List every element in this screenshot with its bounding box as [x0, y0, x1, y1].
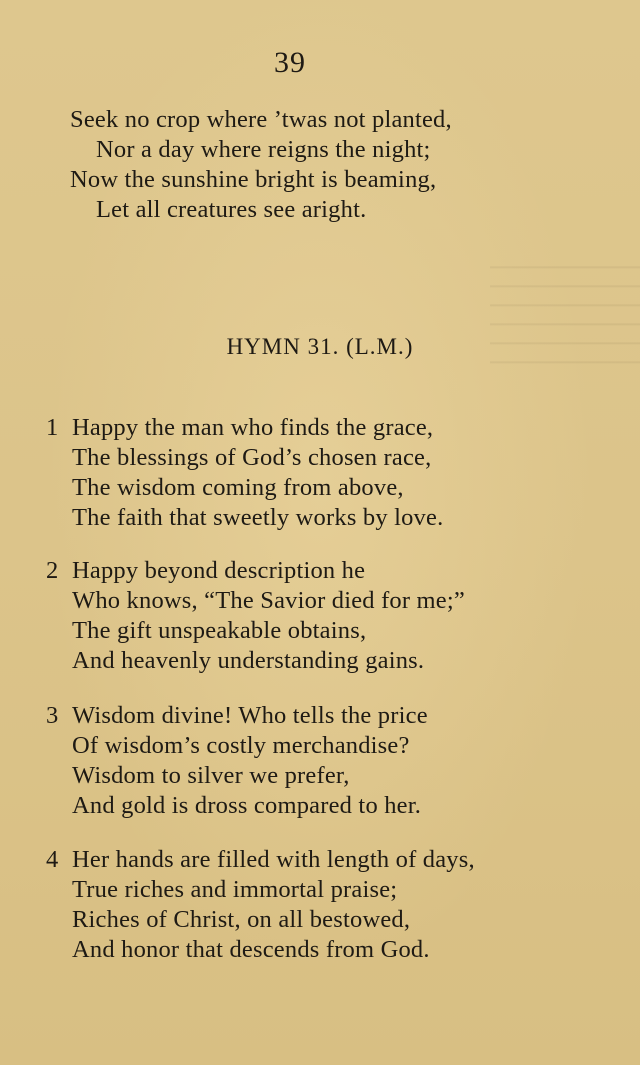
verse-lines [72, 701, 428, 821]
verse-lines [72, 413, 443, 533]
verse-number: 3 [46, 702, 59, 729]
verse-line: Happy the man who finds the grace, [72, 414, 434, 441]
verse-line: Of wisdom’s costly merchandise? [72, 732, 410, 759]
verse-line: And heavenly understanding gains. [72, 647, 425, 674]
verse-line: Who knows, “The Savior died for me;” [72, 587, 465, 614]
verse-lines [72, 556, 465, 676]
verse-line: And gold is dross compared to her. [72, 792, 422, 819]
verse-line: Happy beyond description he [72, 557, 366, 584]
hymn-title: HYMN 31. (L.M.) [226, 334, 414, 359]
verse-line: The gift unspeakable obtains, [72, 617, 367, 644]
stanza-line: Now the sunshine bright is beaming, [70, 166, 437, 193]
page-number: 39 [274, 46, 306, 79]
verse-line: Riches of Christ, on all bestowed, [72, 906, 411, 933]
verse-line: The wisdom coming from above, [72, 474, 404, 501]
verse-line: True riches and immortal praise; [72, 876, 398, 903]
verse-line: Wisdom divine! Who tells the price [72, 702, 428, 729]
stanza-line: Seek no crop where ’twas not planted, [70, 106, 452, 133]
verse-line: Wisdom to silver we prefer, [72, 762, 350, 789]
verse-number: 4 [46, 846, 59, 873]
verse-line: The faith that sweetly works by love. [72, 504, 444, 531]
verse-number: 2 [46, 557, 59, 584]
stanza-line: Let all creatures see aright. [96, 196, 367, 223]
verse-line: Her hands are filled with length of days, [72, 846, 475, 873]
stanza-line: Nor a day where reigns the night; [96, 136, 431, 163]
preceding-stanza [70, 105, 590, 225]
verse-line: And honor that descends from God. [72, 936, 430, 963]
verse-lines [72, 845, 475, 965]
verse-line: The blessings of God’s chosen race, [72, 444, 432, 471]
verse-number: 1 [46, 414, 59, 441]
